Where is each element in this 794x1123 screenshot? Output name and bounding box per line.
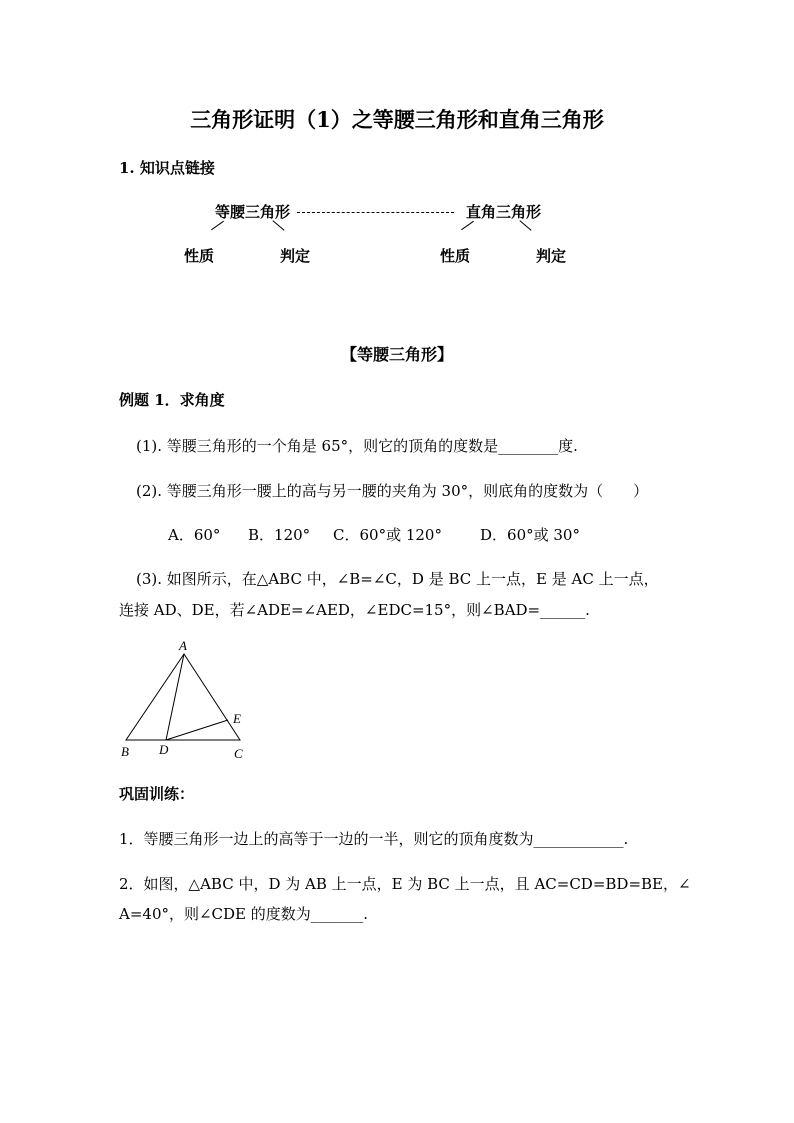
label-b: B xyxy=(121,744,129,759)
label-d: D xyxy=(159,742,169,757)
segment-de xyxy=(166,720,228,740)
practice-2-line-2: A=40°，则∠CDE 的度数为_______. xyxy=(119,905,369,923)
option-b: B．120° xyxy=(248,526,311,544)
practice-heading: 巩固训练： xyxy=(119,785,195,803)
label-e: E xyxy=(233,711,241,726)
example-heading: 例题 1．求角度 xyxy=(119,391,225,409)
question-2: (2). 等腰三角形一腰上的高与另一腰的夹角为 30°，则底角的度数为（ ） xyxy=(136,482,649,500)
option-c: C．60°或 120° xyxy=(333,526,442,544)
node-isosceles: 等腰三角形 xyxy=(215,203,291,221)
connector-dashed xyxy=(297,212,454,213)
label-a: A xyxy=(179,638,187,653)
section-title-isosceles: 【等腰三角形】 xyxy=(340,345,453,364)
page-title: 三角形证明（1）之等腰三角形和直角三角形 xyxy=(190,107,604,132)
node-property: 性质 xyxy=(184,247,215,265)
node-right-triangle: 直角三角形 xyxy=(466,203,542,221)
node-criterion: 判定 xyxy=(280,247,311,265)
practice-1: 1．等腰三角形一边上的高等于一边的一半，则它的顶角度数为____________. xyxy=(119,830,629,848)
branch-line xyxy=(461,221,474,230)
question-1: (1). 等腰三角形的一个角是 65°，则它的顶角的度数是________度. xyxy=(136,437,578,455)
branch-line xyxy=(211,221,224,230)
option-a: A．60° xyxy=(168,526,221,544)
node-criterion: 判定 xyxy=(536,247,567,265)
label-c: C xyxy=(234,746,243,761)
practice-2-line-1: 2．如图，△ABC 中，D 为 AB 上一点，E 为 BC 上一点，且 AC=CD=BD=BE，∠ xyxy=(119,875,691,893)
section-heading-knowledge: 1. 知识点链接 xyxy=(119,159,215,177)
question-3-line-1: (3). 如图所示，在△ABC 中，∠B=∠C，D 是 BC 上一点，E 是 AC 上一点， xyxy=(136,570,659,588)
triangle-figure xyxy=(114,636,254,764)
option-d: D．60°或 30° xyxy=(480,526,580,544)
triangle-abc xyxy=(126,654,240,740)
node-property: 性质 xyxy=(440,247,471,265)
question-3-line-2: 连接 AD、DE，若∠ADE=∠AED，∠EDC=15°，则∠BAD=______. xyxy=(119,601,590,619)
